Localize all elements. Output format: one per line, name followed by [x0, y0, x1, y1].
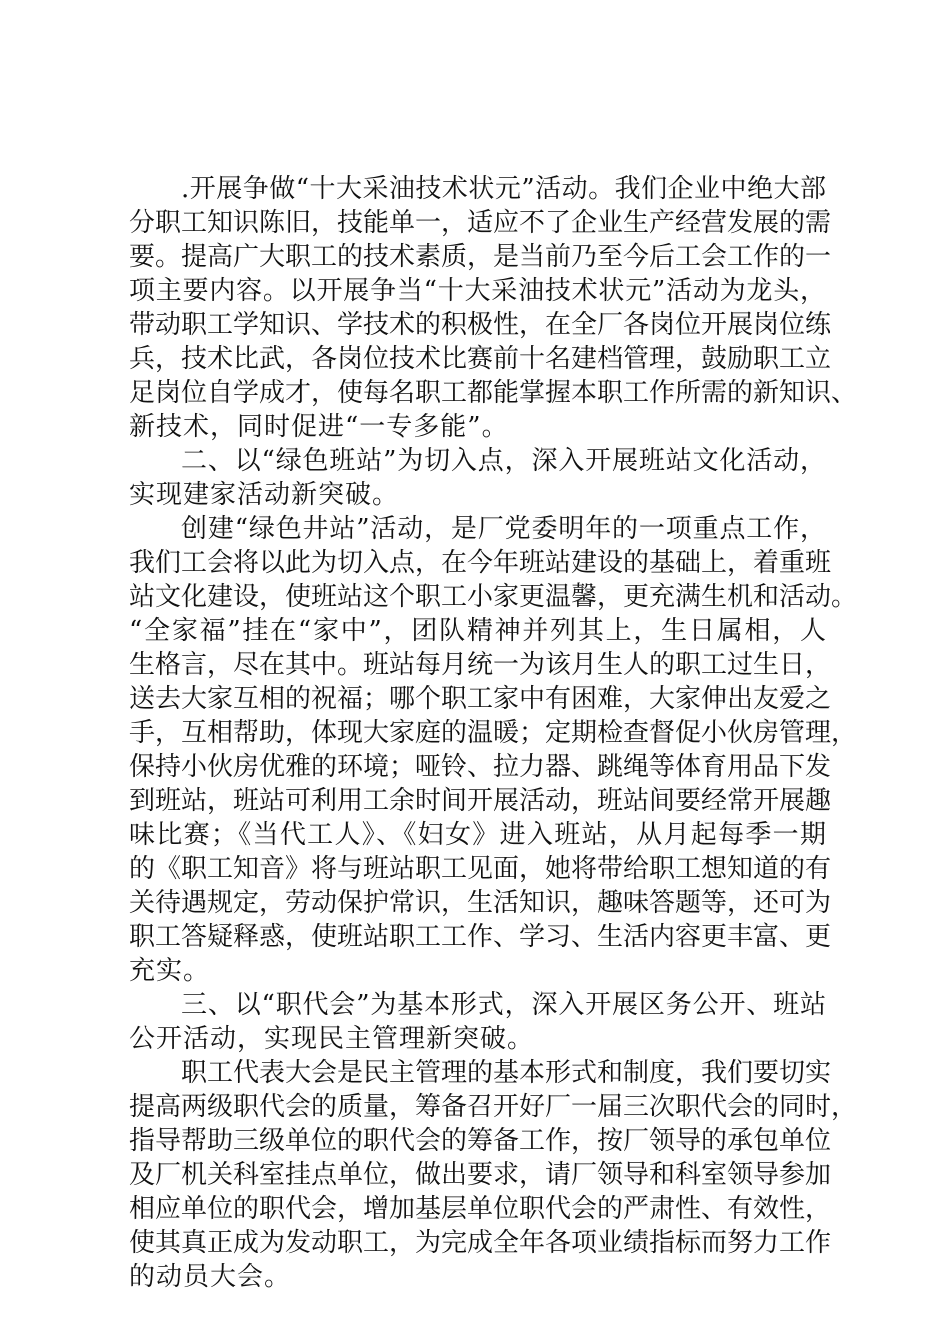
text-line: 保持小伙房优雅的环境；哑铃、拉力器、跳绳等体育用品下发: [129, 752, 832, 782]
text-line: 要。提高广大职工的技术素质，是当前乃至今后工会工作的一: [129, 242, 832, 272]
text-line: 及厂机关科室挂点单位，做出要求，请厂领导和科室领导参加: [129, 1160, 832, 1190]
text-line: 兵，技术比武，各岗位技术比赛前十名建档管理，鼓励职工立: [129, 344, 832, 374]
text-line: 送去大家互相的祝福；哪个职工家中有困难，大家伸出友爱之: [129, 684, 832, 714]
text-line: 创建“绿色井站”活动，是厂党委明年的一项重点工作，: [181, 514, 826, 544]
text-line: 使其真正成为发动职工，为完成全年各项业绩指标而努力工作: [129, 1228, 832, 1258]
text-line: 我们工会将以此为切入点，在今年班站建设的基础上，着重班: [129, 548, 832, 578]
text-line: 带动职工学知识、学技术的积极性，在全厂各岗位开展岗位练: [129, 310, 832, 340]
section-heading: 二、以“绿色班站”为切入点，深入开展班站文化活动，: [181, 446, 826, 476]
text-line: 提高两级职代会的质量，筹备召开好厂一届三次职代会的同时，: [129, 1092, 858, 1122]
section-heading: 实现建家活动新突破。: [129, 480, 400, 510]
text-line: 充实。: [129, 956, 211, 986]
text-line: .开展争做“十大采油技术状元”活动。我们企业中绝大部: [181, 174, 826, 204]
text-line: 生格言，尽在其中。班站每月统一为该月生人的职工过生日，: [129, 650, 832, 680]
section-heading: 公开活动，实现民主管理新突破。: [129, 1024, 535, 1054]
text-line: 职工代表大会是民主管理的基本形式和制度，我们要切实: [181, 1058, 832, 1088]
text-line: 分职工知识陈旧，技能单一，适应不了企业生产经营发展的需: [129, 208, 832, 238]
text-line: 职工答疑释惑，使班站职工工作、学习、生活内容更丰富、更: [129, 922, 832, 952]
text-line: 指导帮助三级单位的职代会的筹备工作，按厂领导的承包单位: [129, 1126, 832, 1156]
text-line: 味比赛；《当代工人》、《妇女》进入班站，从月起每季一期: [129, 820, 826, 850]
text-line: 站文化建设，使班站这个职工小家更温馨，更充满生机和活动。: [129, 582, 858, 612]
text-line: 足岗位自学成才，使每名职工都能掌握本职工作所需的新知识、: [129, 378, 858, 408]
text-line: “全家福”挂在“家中”，团队精神并列其上，生日属相，人: [129, 616, 826, 646]
text-line: 的动员大会。: [129, 1262, 292, 1292]
text-line: 的《职工知音》将与班站职工见面，她将带给职工想知道的有: [129, 854, 832, 884]
text-line: 到班站，班站可利用工余时间开展活动，班站间要经常开展趣: [129, 786, 832, 816]
text-line: 相应单位的职代会，增加基层单位职代会的严肃性、有效性，: [129, 1194, 832, 1224]
section-heading: 三、以“职代会”为基本形式，深入开展区务公开、班站: [181, 990, 826, 1020]
text-line: 新技术，同时促进“一专多能”。: [129, 412, 509, 442]
text-line: 手，互相帮助，体现大家庭的温暖；定期检查督促小伙房管理，: [129, 718, 858, 748]
text-line: 关待遇规定，劳动保护常识，生活知识，趣味答题等，还可为: [129, 888, 832, 918]
text-line: 项主要内容。以开展争当“十大采油技术状元”活动为龙头，: [129, 276, 826, 306]
